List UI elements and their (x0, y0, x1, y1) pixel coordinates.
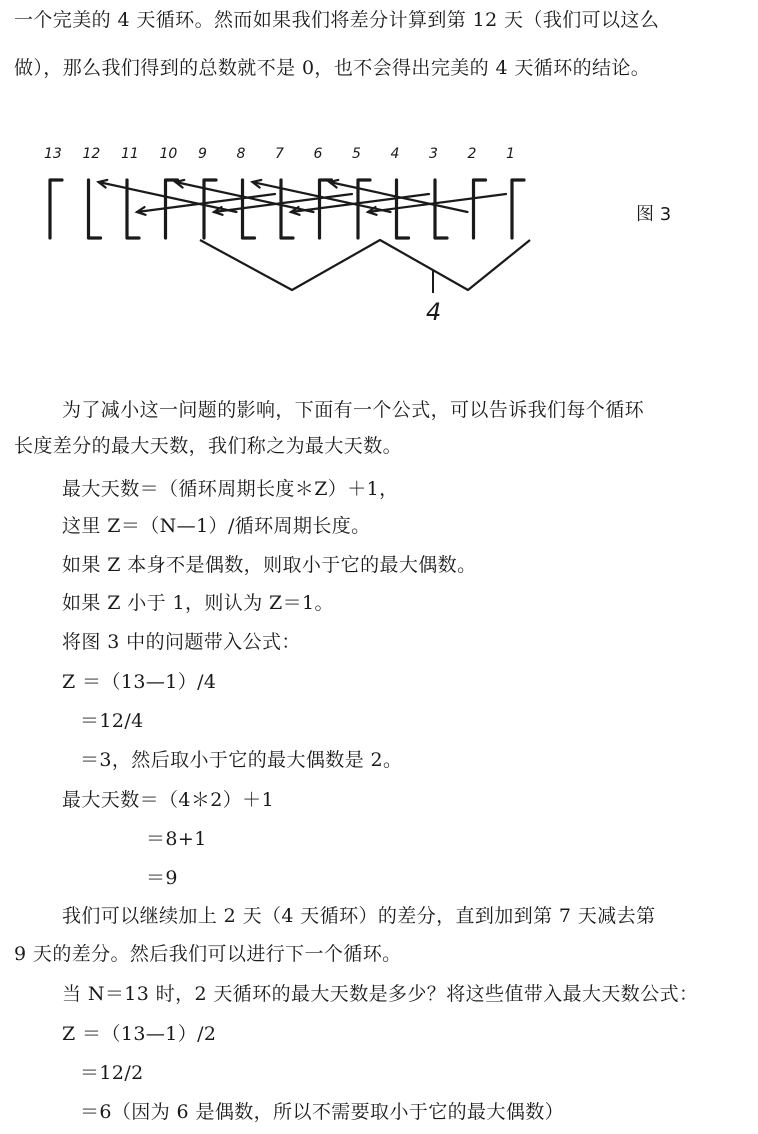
difference-arrow (368, 194, 506, 212)
day-label: 12 (82, 146, 101, 162)
rule-line: 如果 Z 小于 1，则认为 Z＝1。 (62, 592, 334, 614)
cycle-bracket (200, 240, 530, 290)
calc-line: Z ＝（13—1）/4 (62, 671, 217, 693)
day-label: 2 (467, 146, 477, 162)
day-bar (50, 180, 62, 238)
day-bar (89, 180, 101, 238)
calc-line: ＝12/4 (80, 710, 144, 732)
calc-line: ＝9 (146, 867, 178, 889)
day-label: 8 (236, 146, 246, 162)
paragraph-line: 为了减小这一问题的影响，下面有一个公式，可以告诉我们每个循环 (62, 399, 645, 421)
day-label: 4 (390, 146, 400, 162)
formula-line: 最大天数＝（循环周期长度＊Z）＋1， (62, 478, 399, 500)
calc-line: ＝12/2 (80, 1062, 144, 1084)
day-label: 3 (429, 146, 438, 162)
formula-line: 这里 Z＝（N—1）/循环周期长度。 (62, 515, 371, 537)
intro-line: 一个完美的 4 天循环。然而如果我们将差分计算到第 12 天（我们可以这么 (14, 9, 660, 31)
difference-arrow (137, 194, 275, 212)
difference-arrow (214, 194, 352, 212)
day-label: 1 (506, 146, 515, 162)
cycle-diagram (30, 128, 590, 338)
day-label: 11 (121, 146, 139, 162)
calc-line: Z ＝（13—1）/2 (62, 1023, 217, 1045)
calc-line: 最大天数＝（4＊2）＋1 (62, 789, 275, 811)
calc-line: ＝6（因为 6 是偶数，所以不需要取小于它的最大偶数） (80, 1101, 565, 1123)
cycle-length-label: 4 (426, 298, 442, 326)
paragraph-line: 长度差分的最大天数，我们称之为最大天数。 (14, 435, 403, 457)
day-label: 6 (313, 146, 323, 162)
calc-line: ＝3，然后取小于它的最大偶数是 2。 (80, 749, 403, 771)
difference-arrow (291, 194, 429, 212)
day-label: 5 (352, 146, 361, 162)
paragraph-line: 我们可以继续加上 2 天（4 天循环）的差分，直到加到第 7 天减去第 (62, 905, 656, 927)
day-label: 9 (198, 146, 207, 162)
intro-line: 做），那么我们得到的总数就不是 0，也不会得出完美的 4 天循环的结论。 (14, 57, 651, 79)
calc-line: ＝8+1 (146, 828, 207, 850)
day-label: 7 (275, 146, 284, 162)
cycle-diagram-svg (30, 128, 590, 338)
paragraph-line: 当 N＝13 时，2 天循环的最大天数是多少？将这些值带入最大天数公式： (62, 983, 699, 1005)
rule-line: 如果 Z 本身不是偶数，则取小于它的最大偶数。 (62, 554, 477, 576)
day-bar (512, 180, 524, 238)
day-bar (474, 180, 486, 238)
paragraph-line: 将图 3 中的问题带入公式： (62, 631, 301, 653)
day-bar (435, 180, 447, 238)
paragraph-line: 9 天的差分。然后我们可以进行下一个循环。 (14, 943, 402, 965)
day-label: 10 (159, 146, 178, 162)
day-label: 13 (44, 146, 62, 162)
figure-caption: 图 3 (636, 204, 672, 225)
